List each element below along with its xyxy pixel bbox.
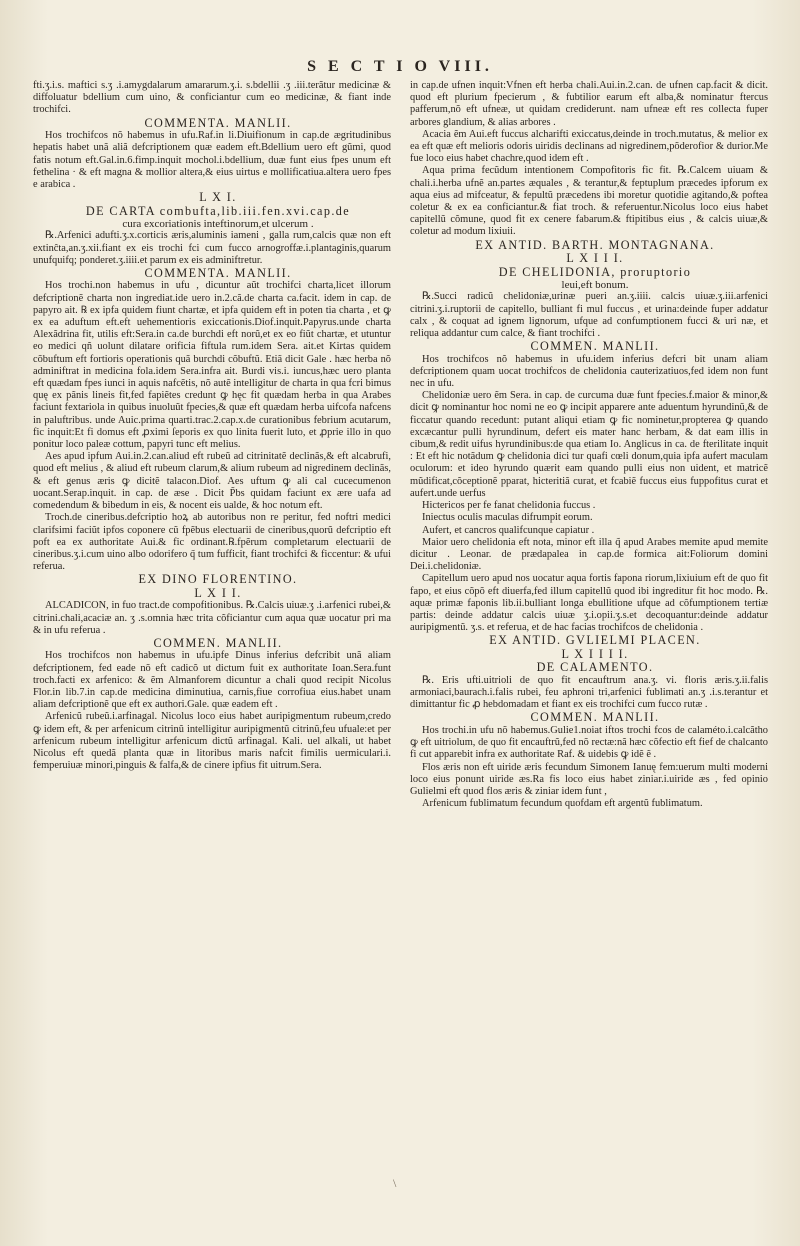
section-subheading: cura excoriationis inteftinorum,et ulcerum .	[122, 218, 314, 231]
paragraph: Hictericos per fe fanat chelidonia fuccus .	[422, 500, 596, 512]
paragraph: fti.ʒ.i.s. maftici s.ʒ .i.amygdalarum amararum.ʒ.i. s.bdellii .ʒ .iii.terãtur medicinæ & diffoluatur bdellium cum uino, & conficiantur cum eo medicinæ, & fiant inde trochifci.	[33, 80, 391, 116]
section-heading: EX ANTID. BARTH. MONTAGNANA.	[475, 237, 715, 252]
section-heading: COMMEN. MANLII.	[153, 635, 283, 650]
section-heading: L X I I.	[194, 585, 242, 600]
paragraph: Iniectus oculis maculas difrumpit eorum.	[422, 512, 593, 524]
section-heading: COMMENTA. MANLII.	[144, 115, 292, 130]
running-head: S E C T I O VIII.	[307, 58, 493, 75]
section-heading: EX ANTID. GVLIELMI PLACEN.	[489, 633, 701, 648]
paragraph: Arfenicũ rubeũ.i.arfinagal. Nicolus loco eius habet auripigmentum rubeum,credo ꝙ idem eft, & per arfenicum citrinũ intelligitur auripigmentũ citrinũ,feu ufuale:et per arfenicum rubeum intelligitur arfenicum dictũ arfinagal. Kali. uel alkali, ut habet Nicolus eft quedã planta quæ in litoribus maris nafcit fimilis uermiculari.i. femperuiuæ minori,pinguis & falfa,& de cinere ipfius fit uitrum.Sera.	[33, 711, 391, 772]
paragraph: Arfenicum fublimatum fecundum quofdam eft argentũ fublimatum.	[422, 798, 703, 810]
left-column	[33, 80, 391, 1180]
section-heading: COMMEN. MANLII.	[530, 339, 660, 354]
section-heading: DE CALAMENTO.	[536, 660, 654, 675]
section-heading: L X I I I I.	[561, 646, 629, 661]
paragraph: Maior uero chelidonia eft nota, minor eft illa q̃ apud Arabes memite apud memite dicitur . Leonar. de prædapalea in cap.de formica ait:Foliorum domini Dei.i.chelidoniæ.	[410, 536, 768, 573]
section-heading: COMMEN. MANLII.	[530, 710, 660, 725]
section-heading: EX DINO FLORENTINO.	[138, 572, 298, 587]
right-column	[410, 80, 768, 1180]
paragraph: in cap.de ufnen inquit:Vfnen eft herba chali.Aui.in.2.can. de ufnen cap.facit & dicit. quod eft plurium fpecierum , & fubtilior earum eft alba,& nominatur ftercus pafferum,nõ eft ufneæ, ut quidam crediderunt. nam ufneæ eft res collecta fuper arbores glandium, & alias arbores .	[410, 80, 768, 128]
paragraph: Hos trochi.non habemus in ufu , dicuntur aũt trochifci charta,licet illorum defcriptionẽ charta non ingrediat.ide uero in.2.cã.de charta ca.facit. idem in cap. de papyro ait. ℞ ex ipfa quidem fiunt chartæ, et ipfa quidem eft in poten tia charta , et ꝙ ex ea aduftum eft.eft uehementioris exiccationis.Diof.inquit.Papyrus.unde charta Alexãdrina fit, utilis eft:Sera.in ca.de burchdi eft norũ,et ex eo fiũt chartæ, et utuntur eo medici qñ uolunt dilatare orificia fiftula rum.idem Sera. ait.et Kirtas quidem cõbuftum eft fortioris operationis quã burchdi cõbuftũ. Etiã dicit Gale . hæc herba nõ adminiftrat in medicina fola.idem Sera.infra ait. Burdi vis.i. iuncus,hæc uero planta eft quædam fpes iunci in aquis nafcẽtis, nõ autẽ intelligitur de charta in qua fcri bimus quę ex pãnis lineis fit,fed fapiẽtes credunt ꝙ hęc fit quædam herba in qua Arabes faciunt fextariola in quibus inuoluũt fpecies,& quæ eft quædam herba uifcofa nafcens in paluftribus. unde Auic.prima quarti.trac.2.cap.x.de curationibus febrium acutarum, fic inquit:Et fi domus eft ꝓximi ſeporis ex quo linita fuerit luto, et ꝓprie illo in quo ponitur loco paleæ cottum, papyri tunc eft melius.	[33, 280, 391, 451]
paragraph: Acacia ẽm Aui.eft fuccus alcharifti exiccatus,deinde in troch.mutatus, & melior ex ea eft quæ eft melioris odoris uiridis declinans ad nigredinem,põderofior & durior.Me fue loco eius habet chachre,quod idem eft .	[410, 128, 768, 165]
paragraph: Hos trochifcos nõ habemus in ufu.Raf.in li.Diuifionum in cap.de ægritudinibus hepatis habet unã aliã defcriptionem quæ eadem eft.Bdellium uero eft gũmi, quod fatis notum eft.Gal.in.6.fimp.inquit mochol.i.bdellium, duæ funt eius fpes unum eft fethelina · & eft magna & mollior altera,& eius uirtus e mollificatiua.altera uero fpes e arabica .	[33, 130, 391, 190]
section-heading: DE CARTA combufta,lib.iii.fen.xvi.cap.de	[85, 203, 351, 218]
paragraph: Aqua prima fecũdum intentionem Compofitoris fic fit. ℞.Calcem uiuam & chali.i.herba ufnẽ an.partes æquales , & terantur,& feptuplum præcedes ipforum ex aqua eius ad mifceatur, & fepultũ præcedens ibi moretur quotidie agitando,& poftea coletur & ex ea conficiantur.& fiat troch. & referuentur.Nicolus loco eius habet capitellũ cõmune, quod fit ex cenere fabarum.& ftipitibus eius , & calcis uiuæ,& coletur ad modum lixiuii.	[410, 165, 768, 238]
paragraph: Aes apud ipfum Aui.in.2.can.aliud eft rubeũ ad citrinitatẽ declinãs,& eft alcabrufi, quod eft melius , & aliud eft rubeum clarum,& alium rubeum ad nigredinem declinãs, & eft genus æris ꝙ dicitẽ talacon.Diof. Aes uftum ꝙ ali cal cucecumenon uocant.Serap.inquit. in cap. de æse . Dicit P̃bs quidam faciunt ex ære uafa ad comedendum & bibedum in eis, & nocent eis ualde, & hoc notum eft.	[33, 451, 391, 512]
paragraph: Chelidoniæ uero ẽm Sera. in cap. de curcuma duæ funt fpecies.f.maior & minor,& dicit ꝙ nominantur hoc nomi ne eo ꝙ incipit apparere ante aduentum hyrundinũ,& de ficcatur quando recedunt: putant aliqui etiam ꝙ fic nominetur,propterea ꝙ quando excæcantur pulli hyrundinum, defert eis mater hanc herbam, & dat eam illis in cibum,& redit uifus hyrundinibus:de qua etiam Io. Anglicus in ca. de fterilitate inquit : Et eft hic notãdum ꝙ chelidonia dici tur quafi cœli donum,quia ipfa aufert maculam oculorum: et ideo hyrundo quærit eam quando pulli eius non uident, et matricẽ mũdificat,cõceptionẽ pparat, hicteritiã curat, et fcabiẽ fuccus eius fuppofitus curat et aufert.unde uerfus	[410, 390, 768, 499]
section-heading: L X I.	[199, 190, 237, 205]
paragraph: Hos trochi.in ufu nõ habemus.Gulie1.noiat iftos trochi fcos de calaméto.i.calcãtho ꝙ eft uitriolum, de quo fit encauftrũ,fed nõ rectæ:nã hæc cõfectio eft fief de chalcanto fi cut apparebit infra ex authoritate Raf. & uidebis ꝙ idẽ ẽ .	[410, 724, 768, 761]
paragraph: ℞.Succi radicũ chelidoniæ,urinæ pueri an.ʒ.iiii. calcis uiuæ.ʒ.iii.arfenici citrini.ʒ.i.ruptorii de capitello, bulliant fi mul fuccus , et urina:deinde fuper addatur calx , & coquat ad ignem lignorum, ufque ad confumptionem fucci & uri næ, et reliqua addantur cum calce, & fiant trochifci .	[410, 291, 768, 339]
paragraph: Hos trochifcos non habemus in ufu.ipfe Dinus inferius defcribit unã aliam defcriptionem, fed eade nõ eft cadicõ ut dictum fuit ex authoritate Ioan.Sera.funt troch.facti ex arfenico: & ẽm Almanforem dicuntur a chali quod recipit Nicolus Flor.in lib.7.in cap.de medicina diminutiua, carnis,fiue corrofiua eius.habet unam aliam defcriptionẽ que eft ex authori.Gale. quæ eadem eft .	[33, 650, 391, 711]
paragraph: ALCADICON, in fuo tract.de compofitionibus. ℞.Calcis uiuæ.ʒ .i.arfenici rubei,& citrini.chali,acaciæ an. ʒ .s.omnia hæc trita cõficiantur cum aqua quæ uocatur pri ma & in ufu referua .	[33, 600, 391, 636]
paragraph: Capitellum uero apud nos uocatur aqua fortis fapona riorum,lixiuium eft de quo fit fapo, et eius cõpõ eft diuerfa,fed illum capitellũ quod ibi ingreditur fit hoc modo. ℞. aquæ primæ faponis lib.ii.bulliant longa ebullitione ufque ad cõfumptionem tertiæ partis: deinde addatur calcis uiuæ ʒ.i.opii.ʒ.s.et decoquantur:deinde addatur auripigmentũ. ʒ.s. et referua, et de hac facias trochifcos de chelidonia .	[410, 573, 768, 634]
paragraph: Aufert, et cancros qualifcunque capiatur .	[422, 524, 595, 536]
stray-mark: \	[393, 1176, 397, 1190]
paragraph: Troch.de cineribus.defcriptio hoꝝ ab autoribus non re peritur, fed noftri medici clarifsimi faciũt ipfos coponere cũ fpẽbus electuarii de cineribus,quorũ defcriptio eft poft ea ex authoritate Aui.& fic ordinant.℞.fpẽrum completarum electuarii de cineribus.ʒ.i.cum uino albo odorifero q̃ tum fufficit, fiant trochifci & ficcentur: & ufui referua.	[33, 512, 391, 573]
paragraph: Flos æris non eft uiride æris fecundum Simonem Ianuę fem:uerum multi moderni loco eius ponunt uiride æs.Ra fis loco eius habet ziniar.i.uiride æs , fed opinio Gulielmi eft quod flos æris & ziniar idem funt ,	[410, 761, 768, 797]
section-heading: COMMENTA. MANLII.	[144, 265, 292, 280]
paragraph: ℞.Arfenici adufti.ʒ.x.corticis æris,aluminis iameni , galla rum,calcis quæ non eft extinĉta,an.ʒ.xii.fiant ex eis trochi fci cum fucco arnogroffæ.i.plantaginis,quarum unufquifq; ponderet.ʒ.iiii.et parum ex eis adminiftretur.	[33, 230, 391, 266]
section-subheading: leui,eft bonum.	[561, 279, 629, 292]
paragraph: ℞. Eris ufti.uitrioli de quo fit encauftrum ana.ʒ. vi. floris æris.ʒ.ii.falis armoniaci,baurach.i.falis rubei, feu aphroni tri,arfenici fublimati an.ʒ .i.s.terantur et dimittantur fic ꝓ hebdomadam et fiant ex eis trochifci cum fucco rutæ .	[410, 674, 768, 711]
paragraph: Hos trochifcos nõ habemus in ufu.idem inferius defcri bit unam aliam defcriptionem quam uocat trochifcos de chelidonia cauterizatiuos,fed idem non funt nec in ufu.	[410, 353, 768, 390]
section-heading: L X I I I.	[566, 251, 624, 266]
section-heading: DE CHELIDONIA, proruptorio	[498, 264, 692, 279]
